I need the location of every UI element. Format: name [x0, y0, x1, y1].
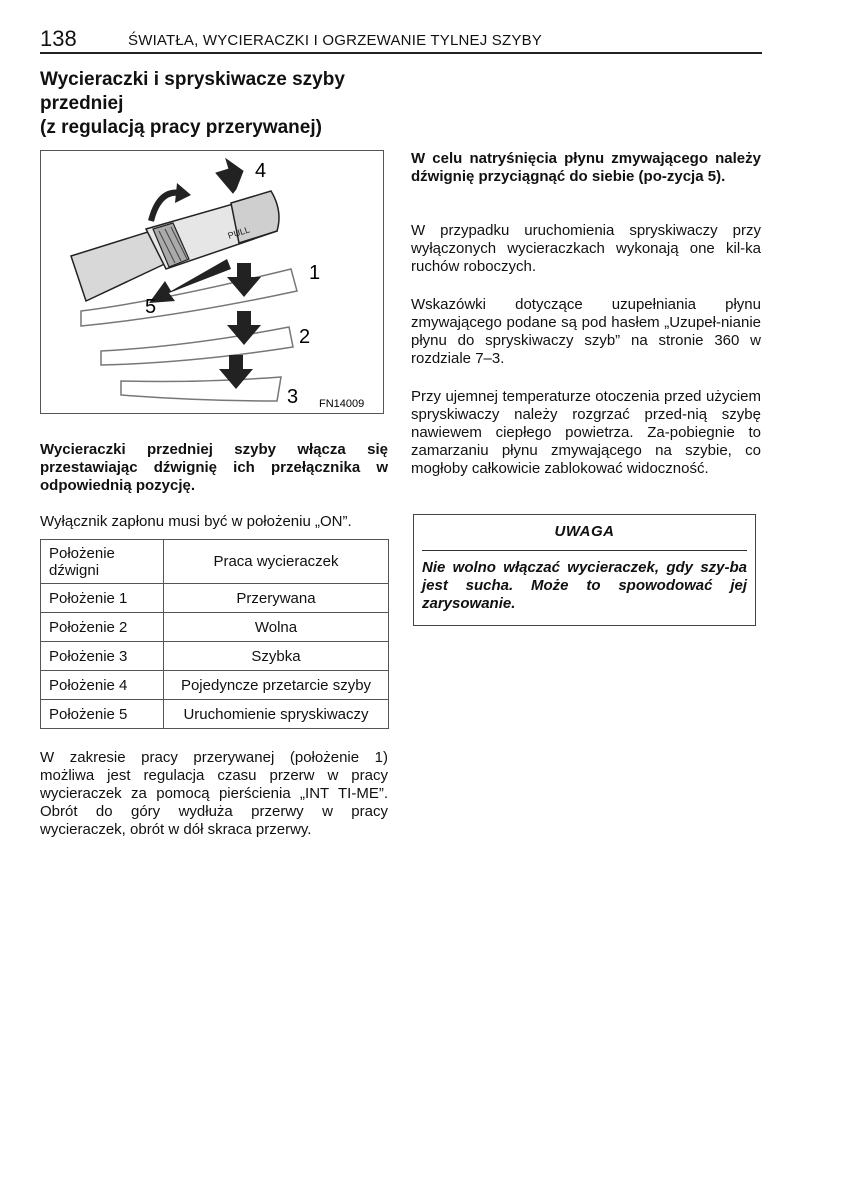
callout-3: 3 [287, 386, 299, 408]
table-row [41, 584, 389, 613]
table-cell: Położenie 1 [41, 584, 164, 613]
table-header-cell: Praca wycieraczek [164, 540, 389, 584]
page-number: 138 [40, 26, 77, 51]
cold-weather-paragraph: Przy ujemnej temperaturze otoczenia przed użyciem spryskiwaczy należy rozgrzać przed-nią szybę nawiewem ciepłego powietrza. Za-pobiegnie to zamarzaniu płynu zmywającego na szybie, co mogłoby całkowicie zablokować widoczność. [411, 388, 761, 477]
chapter-title: ŚWIATŁA, WYCIERACZKI I OGRZEWANIE TYLNEJ SZYBY [128, 32, 542, 49]
warning-divider [422, 550, 747, 551]
wiper-lever-illustration [40, 150, 384, 414]
warning-title: UWAGA [554, 523, 615, 540]
warning-text: Nie wolno włączać wycieraczek, gdy szy-ba jest sucha. Może to spowodować jej zarysowanie. [422, 559, 747, 612]
arrow-up-icon [216, 159, 243, 193]
callout-4: 4 [255, 160, 267, 182]
lever-position-table [40, 539, 389, 729]
section-title-line-2: przedniej [40, 93, 124, 114]
section-title-line-3: (z regulacją pracy przerywanej) [40, 117, 322, 138]
callout-2: 2 [299, 326, 311, 348]
table-cell: Uruchomienie spryskiwaczy [164, 700, 389, 729]
rotate-arrowhead-icon [175, 183, 191, 203]
table-cell: Wolna [164, 613, 389, 642]
interval-paragraph: W zakresie pracy przerywanej (położenie 1) możliwa jest regulacja czasu przerw w pracy wycieraczek za pomocą pierścienia „INT TI-ME”. Obrót do góry wydłuża przerwy w pracy wycieraczek, obrót w dół skraca przerwy. [40, 749, 388, 838]
table-row [41, 642, 389, 671]
position-2-outline [101, 327, 293, 365]
table-row [41, 700, 389, 729]
table-row [41, 613, 389, 642]
arrow-down-2-icon [227, 311, 261, 345]
table-cell: Szybka [164, 642, 389, 671]
washer-instruction: W celu natryśnięcia płynu zmywającego należy dźwignię przyciągnąć do siebie (po-zycja 5). [411, 150, 761, 185]
position-3-outline [121, 377, 281, 401]
lead-instruction: Wycieraczki przedniej szyby włącza się przestawiając dźwignię ich przełącznika w odpowiednią pozycję. [40, 441, 388, 494]
table-header-cell: Położenie dźwigni [41, 540, 164, 584]
callout-5: 5 [145, 296, 157, 318]
table-cell: Przerywana [164, 584, 389, 613]
ignition-note: Wyłącznik zapłonu musi być w położeniu „ON”. [40, 513, 352, 530]
warning-box [413, 514, 756, 626]
table-row [41, 671, 389, 700]
table-cell: Pojedyncze przetarcie szyby [164, 671, 389, 700]
washer-paragraph: W przypadku uruchomienia spryskiwaczy przy wyłączonych wycieraczkach wykonają one kil-ka ruchów roboczych. [411, 222, 761, 275]
table-cell: Położenie 2 [41, 613, 164, 642]
section-title [40, 68, 400, 140]
arrow-down-1-icon [227, 263, 261, 297]
table-header-row [41, 540, 389, 584]
table-cell: Położenie 4 [41, 671, 164, 700]
section-title-line-1: Wycieraczki i spryskiwacze szyby [40, 69, 345, 90]
switch-label: PULL [226, 224, 252, 241]
wiper-lever-drawing [41, 151, 384, 414]
refill-paragraph: Wskazówki dotyczące uzupełniania płynu zmywającego podane są pod hasłem „Uzupeł-nianie płynu do spryskiwaczy szyb” na stronie 360 w rozdziale 7–3. [411, 296, 761, 367]
page-header [40, 28, 762, 54]
arrow-down-3-icon [219, 355, 253, 389]
table-cell: Położenie 3 [41, 642, 164, 671]
callout-1: 1 [309, 262, 321, 284]
figure-code: FN14009 [319, 398, 365, 410]
table-cell: Położenie 5 [41, 700, 164, 729]
